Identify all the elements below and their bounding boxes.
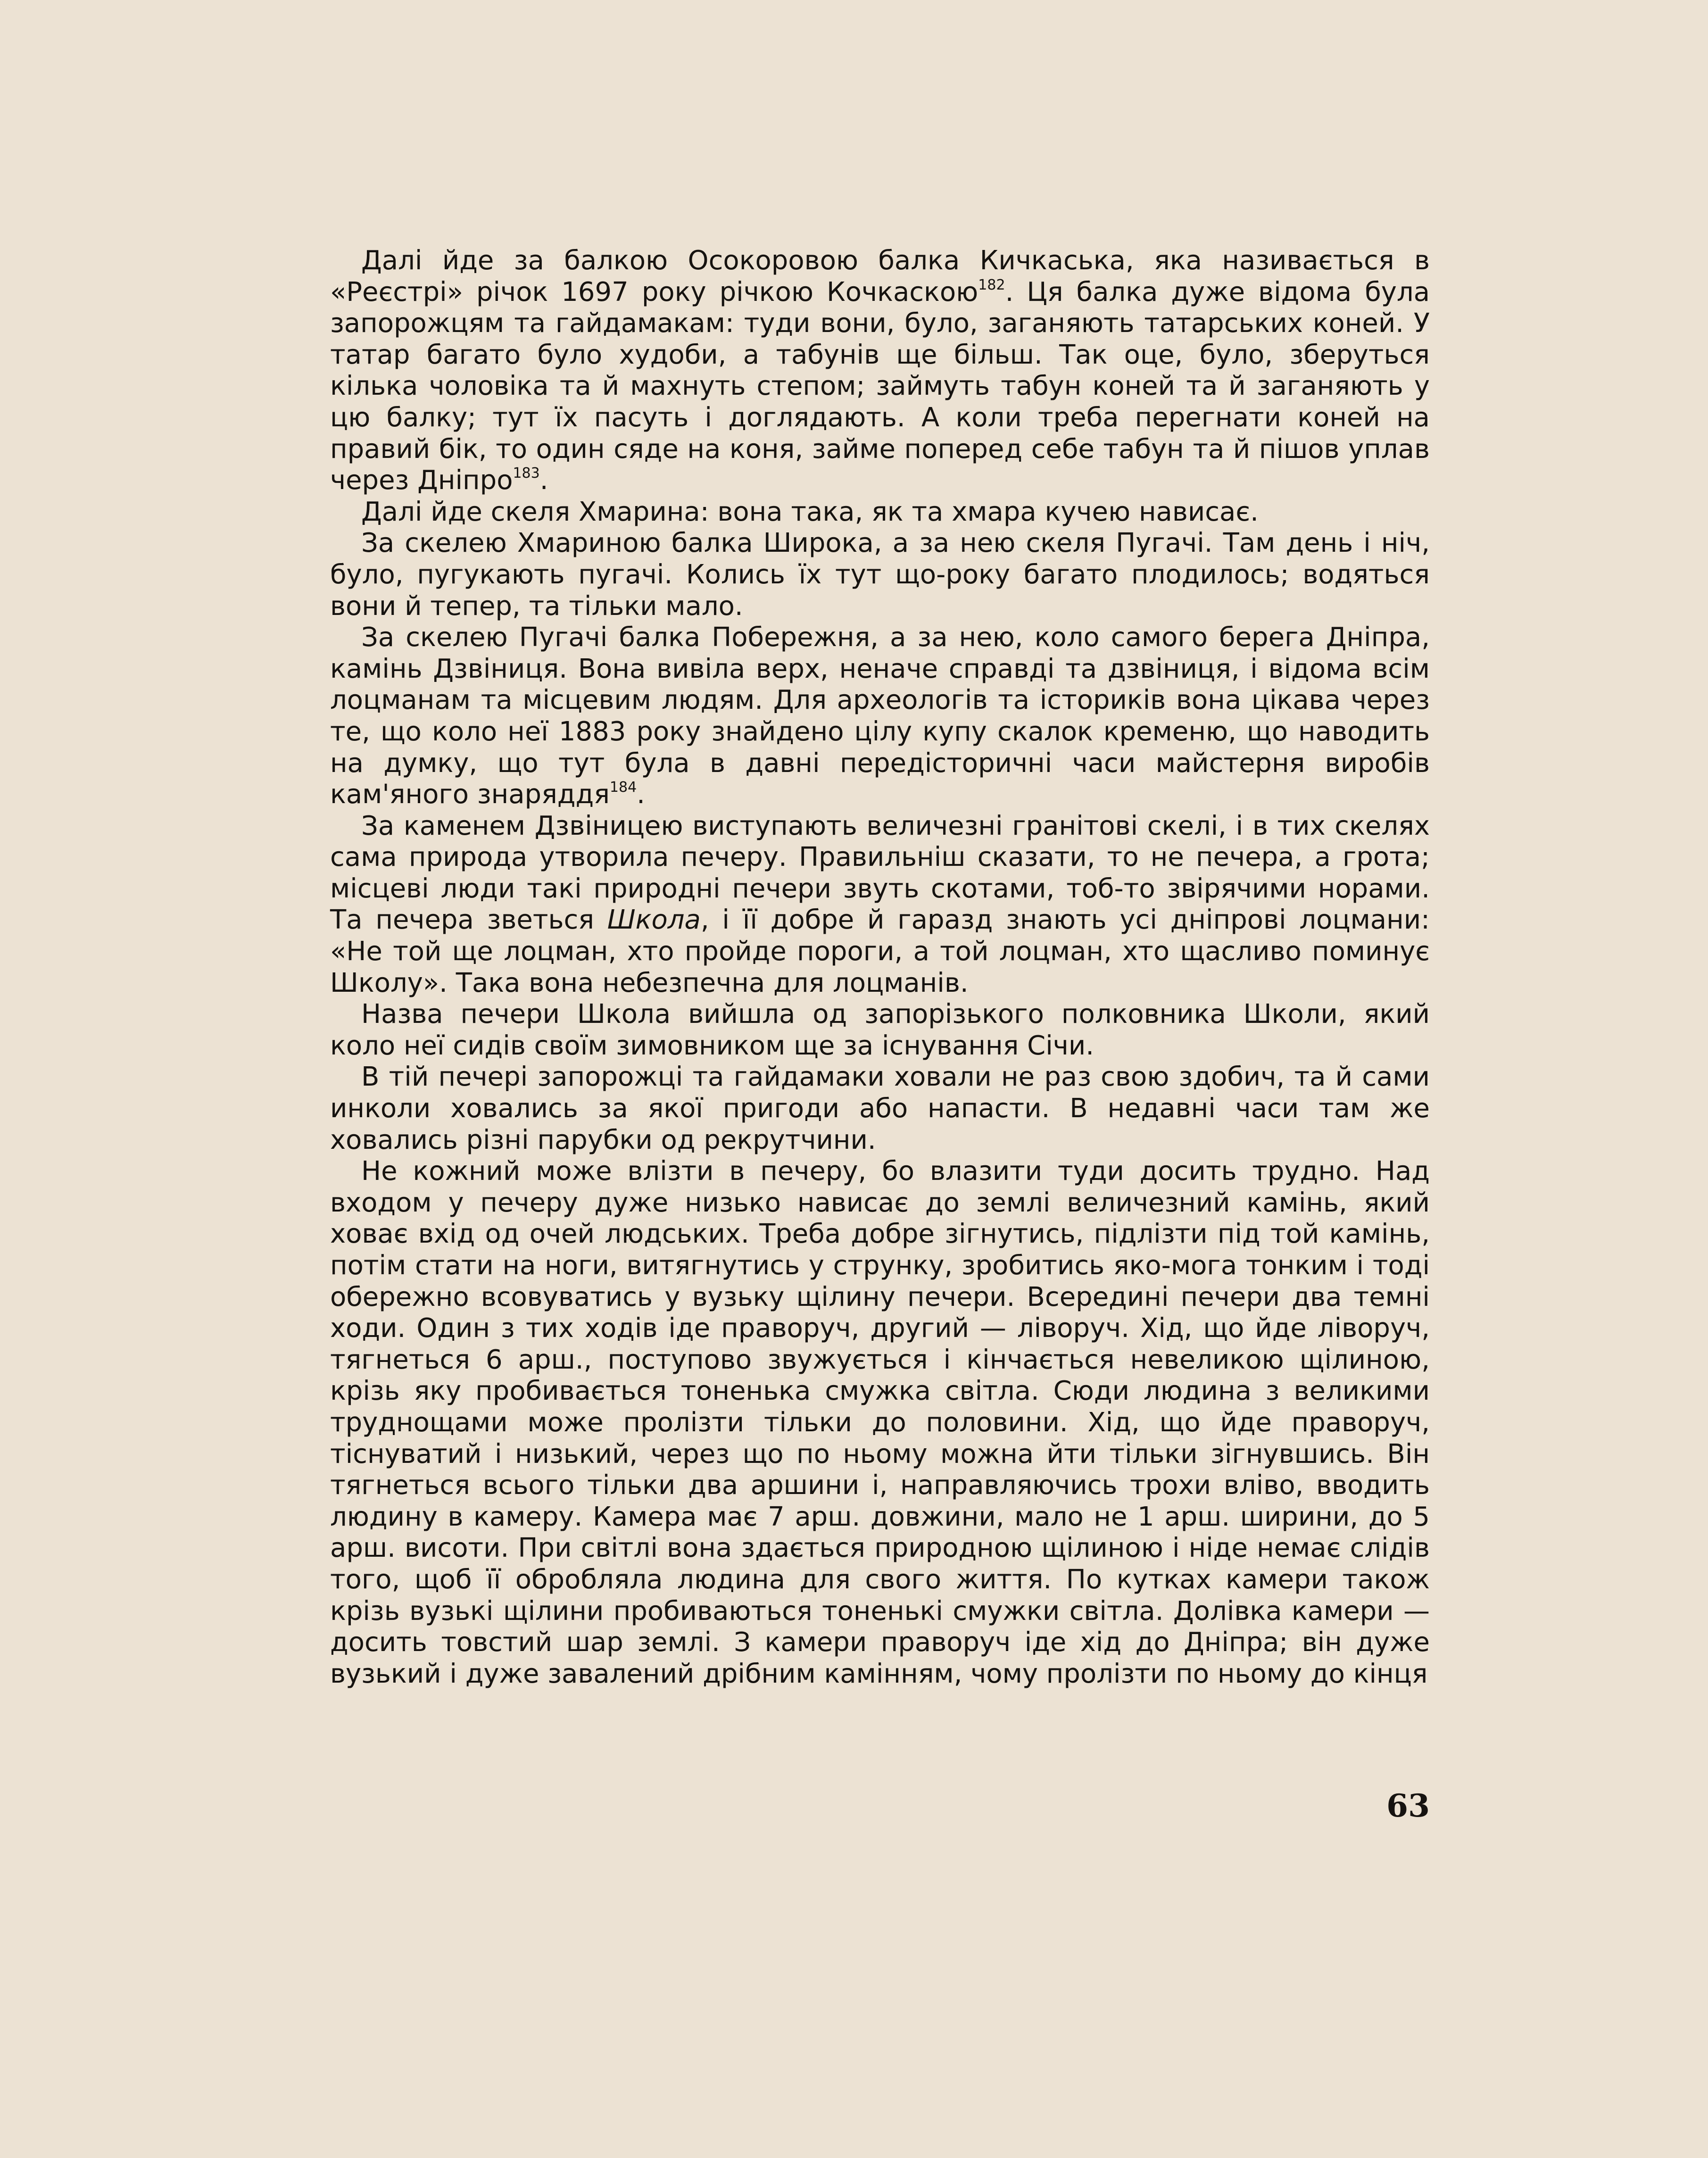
text-run: Далі йде за балкою Осокоровою балка Кичкаська, яка називається в «Реєстрі» річок 1697 року річкою Кочкаскою	[330, 245, 1430, 307]
footnote-ref: 182	[978, 276, 1005, 293]
text-run: Далі йде скеля Хмарина: вона така, як та хмара кучею нависає.	[361, 496, 1259, 527]
text-run: Не кожний може влізти в печеру, бо влазити туди досить трудно. Над входом у печеру дуже низько нависає до землі величезний камінь, який ховає вхід од очей людських. Треба добре зігнутись, підлізти під той камінь, потім стати на ноги, витягнутись у струнку, зробитись яко-мога тонким і тоді обережно всовуватись у вузьку щілину печери. Всередині печери два темні ходи. Один з тих ходів іде праворуч, другий — ліворуч. Хід, що йде ліворуч, тягнеться 6 арш., поступово звужується і кінчається невеликою щілиною, крізь яку пробивається тоненька смужка світла. Сюди людина з великими труднощами може пролізти тільки до половини. Хід, що йде праворуч, тіснуватий і низький, через що по ньому можна йти тільки зігнувшись. Він тягнеться всього тільки два аршини і, направляючись трохи вліво, вводить людину в камеру. Камера має 7 арш. довжини, мало не 1 арш. ширини, до 5 арш. висоти. При світлі вона здається природною щілиною і ніде немає слідів того, щоб її обробляла людина для свого життя. По кутках камери також крізь вузькі щілини пробиваються тоненькі смужки світла. Долівка камери — досить товстий шар землі. З камери праворуч іде хід до Дніпра; він дуже вузький і дуже завалений дрібним камінням, чому пролізти по ньому до кінця	[330, 1156, 1430, 1689]
text-run: , і її добре й гаразд знають усі дніпрові лоцмани: «Не той ще лоцман, хто пройде пороги, а той лоцман, хто щасливо поминує Школу». Така вона небезпечна для лоцманів.	[330, 905, 1430, 998]
text-run: За скелею Пугачі балка Побережня, а за нею, коло самого берега Дніпра, камінь Дзвіниця. Вона вивіла верх, неначе справді та дзвіниця, і відома всім лоцманам та місцевим людям. Для археологів та істориків вона цікава через те, що коло неї 1883 року знайдено цілу купу скалок кременю, що наводить на думку, що тут була в давні передісторичні часи майстерня виробів кам'яного знаряддя	[330, 622, 1430, 810]
page-number: 63	[1386, 1787, 1430, 1824]
paragraph	[330, 497, 1430, 528]
footnote-ref: 184	[609, 779, 637, 796]
paragraph	[330, 528, 1430, 622]
paragraph	[330, 999, 1430, 1062]
text-run: Назва печери Школа вийшла од запорізького полковника Школи, який коло неї сидів своїм зимовником ще за існування Січи.	[330, 999, 1430, 1061]
paragraph	[330, 1156, 1430, 1690]
italic-term: Школа	[607, 905, 701, 936]
text-run: За каменем Дзвіницею виступають величезні гранітові скелі, і в тих скелях сама природа утворила печеру. Правильніш сказати, то не печера, а грота; місцеві люди такі природні печери звуть скотами, тоб-то звірячими норами. Та печера зветься	[330, 810, 1430, 936]
text-run: За скелею Хмариною балка Широка, а за нею скеля Пугачі. Там день і ніч, було, пугукають пугачі. Колись їх тут що-року багато плодилось; водяться вони й тепер, та тільки мало.	[330, 528, 1430, 622]
text-run: .	[539, 465, 548, 496]
footnote-ref: 183	[513, 465, 540, 482]
text-run: В тій печері запорожці та гайдамаки ховали не раз свою здобич, та й сами инколи ховались за якої пригоди або напасти. В недавні часи там же ховались різні парубки од рекрутчини.	[330, 1062, 1430, 1155]
text-run: . Ця балка дуже відома була запорожцям та гайдамакам: туди вони, було, заганяють татарських коней. У татар багато було худоби, а табунів ще більш. Так оце, було, зберуться кілька чоловіка та й махнуть степом; займуть табун коней та й заганяють у цю балку; тут їх пасуть і доглядають. А коли треба перегнати коней на правий бік, то один сяде на коня, займе поперед себе табун та й пішов уплав через Дніпро	[330, 276, 1430, 496]
body-text	[330, 245, 1430, 1690]
paragraph	[330, 622, 1430, 811]
paragraph	[330, 245, 1430, 497]
paragraph	[330, 1062, 1430, 1156]
text-run: .	[637, 779, 645, 810]
paragraph	[330, 811, 1430, 999]
